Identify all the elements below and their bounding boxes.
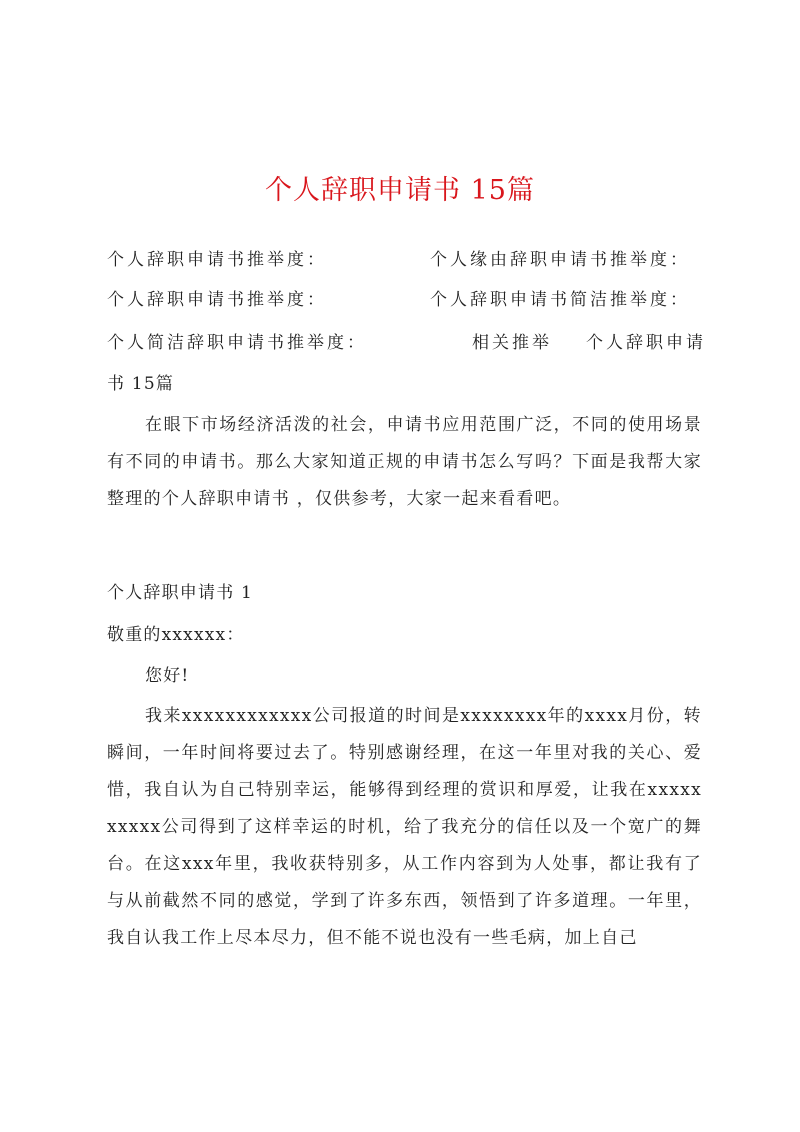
related-recommend-label: 相关推举 (472, 333, 552, 353)
recommend-row3-left: 个人简洁辞职申请书推举度： (107, 333, 367, 353)
salutation: 敬重的xxxxxx： (107, 625, 245, 645)
recommend-row3-right: 个人辞职申请 (586, 333, 706, 353)
section-heading: 个人辞职申请书 1 (107, 583, 254, 603)
recommend-row1-left: 个人辞职申请书推举度： (107, 250, 327, 270)
recommend-row2-right: 个人辞职申请书简洁推举度： (430, 290, 690, 310)
document-title: 个人辞职申请书 15篇 (265, 175, 535, 206)
recommend-row2-left: 个人辞职申请书推举度： (107, 290, 327, 310)
body-paragraph: 我来xxxxxxxxxxxx公司报道的时间是xxxxxxxx年的xxxx月份，转瞬间，一年时间将要过去了。特别感谢经理，在这一年里对我的关心、爱惜，我自认为自己特别幸运，能够得到经理的赏识和厚爱，让我在xxxxxxxxxx公司得到了这样幸运的时机，给了我充分的信任以及一个宽广的舞台。在这xxx年里，我收获特别多，从工作内容到为人处事，都让我有了与从前截然不同的感觉，学到了许多东西，领悟到了许多道理。一年里，我自认我工作上尽本尽力，但不能不说也没有一些毛病，加上自己 (107, 706, 702, 948)
recommend-row4: 书 15篇 (107, 374, 175, 394)
recommend-row1-right: 个人缘由辞职申请书推举度： (430, 250, 690, 270)
greeting: 您好! (145, 666, 190, 686)
intro-paragraph: 在眼下市场经济活泼的社会，申请书应用范围广泛，不同的使用场景有不同的申请书。那么大家知道正规的申请书怎么写吗？下面是我帮大家整理的个人辞职申请书 ，仅供参考，大家一起来看看吧。 (107, 415, 702, 509)
